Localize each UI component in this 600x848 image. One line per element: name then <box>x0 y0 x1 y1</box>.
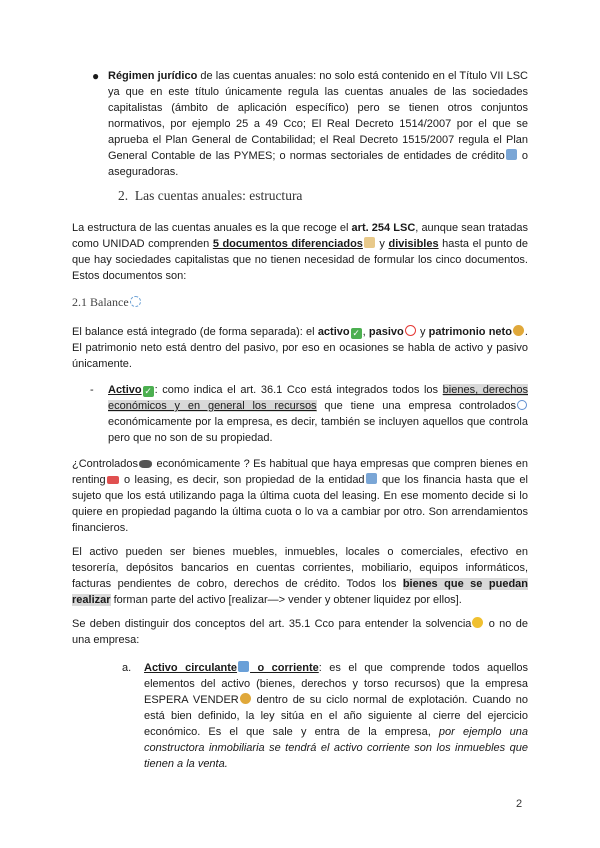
page-number: 2 <box>516 798 523 810</box>
item-letter: a. <box>122 662 132 674</box>
car-icon <box>107 476 119 484</box>
check-icon: ✓ <box>144 386 152 396</box>
para3-text-4: que los financia hasta que el sujeto que los está utilizando paga la última cuota del leasing. En ese momento decide si lo quiere en propiedad pagando la última cuota o lo va a cambiar por otro. Son arrendamientos financieros. <box>72 474 528 534</box>
documentos-diferenciados: 5 documentos diferenciados <box>212 238 363 250</box>
check-icon: ✓ <box>352 328 360 338</box>
para3-text-3: o leasing, es decir, son propiedad de la entidad <box>119 474 365 486</box>
paragraph-solvencia <box>72 616 528 648</box>
section-2-heading <box>118 188 574 204</box>
section-number: 2. <box>118 188 129 203</box>
section-2-1-heading <box>72 294 528 310</box>
para1-text-2: , aunque sean tratadas como UNIDAD comprenden <box>72 222 528 250</box>
bank-icon <box>506 149 517 160</box>
no-entry-icon <box>405 325 416 336</box>
paragraph-estructura <box>72 220 528 284</box>
para2-text-2: . El patrimonio neto está dentro del pasivo, por eso en ocasiones se habla de activo y pasivo únicamente. <box>72 326 528 370</box>
bank-icon <box>366 473 377 484</box>
money-face-icon <box>472 617 483 628</box>
money-bag-icon <box>513 325 524 336</box>
bullet-regimen-juridico <box>92 68 528 180</box>
para3-text-2: económicamente ? Es habitual que haya empresas que compren bienes en renting <box>72 458 528 486</box>
magnifier-icon <box>517 400 527 410</box>
para5-text: Se deben distinguir dos conceptos del art. 35.1 Cco para entender la solvencia <box>72 618 472 630</box>
paragraph-controlados <box>72 456 528 536</box>
divisibles: divisibles <box>388 238 439 250</box>
dash-marker: - <box>90 384 94 396</box>
section-title: Las cuentas anuales: estructura <box>134 188 303 203</box>
para3-text: ¿Controlados <box>72 458 139 470</box>
cycle-icon <box>238 661 249 672</box>
activo-circulante-term: Activo circulante <box>144 662 238 674</box>
dash-item-activo <box>90 382 528 446</box>
para4-text-2: forman parte del activo [realizar—> vender y obtener liquidez por ellos]. <box>110 594 462 606</box>
dash-text-2: que tiene una empresa controlados <box>316 400 516 412</box>
money-bag-icon <box>240 693 251 704</box>
para1-text: La estructura de las cuentas anuales es la que recoge el <box>72 222 352 234</box>
para4-text: El activo pueden ser bienes muebles, inmuebles, locales o comerciales, efectivo en tesorería, depósitos bancarios en cuentas corrientes, mobiliario, equipos informáticos, facturas pendientes de cobro, derechos de crédito. Todos los <box>72 546 528 590</box>
corriente-term: o corriente <box>250 662 319 674</box>
patrimonio-neto-term: patrimonio neto <box>428 326 512 338</box>
regimen-juridico-term: Régimen jurídico <box>108 70 198 82</box>
comma: , <box>362 326 369 338</box>
activo-heading: Activo <box>108 384 142 396</box>
art-254-lsc: art. 254 LSC <box>351 222 416 234</box>
section-2-1-title: 2.1 Balance <box>72 295 129 309</box>
dash-text: : como indica el art. 36.1 Cco está integrados todos los <box>154 384 443 396</box>
bienes-realizar: bienes que se puedan realizar <box>72 578 529 606</box>
paragraph-activo-bienes <box>72 544 528 608</box>
bullet-dot: ● <box>92 69 100 83</box>
bullet1-text-end: o aseguradoras. <box>108 150 528 178</box>
gear-icon <box>130 296 141 307</box>
scroll-icon <box>364 237 375 248</box>
pasivo-term: pasivo <box>368 326 404 338</box>
para5-text-2: o no de una empresa: <box>72 618 528 646</box>
para2-text: El balance está integrado (de forma separada): el <box>72 326 318 338</box>
bullet1-text: de las cuentas anuales: no solo está contenido en el Título VII LSC ya que en este título únicamente regula las cuentas anuales de las sociedades capitalistas (ámbito de aplicación específico) pero se tienen otros conjuntos normativos, por ejemplo 25 a 49 Cco; El Real Decreto 1514/2007 por el que se aprueba el Plan General de Contabilidad; el Real Decreto 1515/2007 regula el Plan General Contable de las PYMES; o normas sectoriales de entidades de crédito <box>108 70 528 162</box>
eyes-icon <box>139 460 152 468</box>
paragraph-balance <box>72 324 528 372</box>
item-a-text: : es el que comprende todos aquellos elementos del activo (bienes, derechos y torso recursos) que la empresa ESPERA VENDER <box>144 662 529 706</box>
activo-term: activo <box>317 326 350 338</box>
item-a-example: por ejemplo una constructora inmobiliaria se tendrá el activo corriente son los inmuebles que tienen a la venta. <box>144 726 528 770</box>
item-a-activo-circulante <box>122 660 529 772</box>
para1-text-4: hasta el punto de que hay sociedades capitalistas que no tienen necesidad de formular los cinco documentos. Estos documentos son: <box>72 238 528 282</box>
para1-text-3: y <box>375 238 389 250</box>
item-a-text-2: dentro de su ciclo normal de explotación. Cuando no está bien definido, la ley sitúa en el año siguiente al cierre del ejercicio económico. Es el que sale y entra de la empresa, <box>144 694 529 738</box>
dash-text-3: económicamente por la empresa, es decir, también se incluyen aquellos que controla pero que no son de su propiedad. <box>108 416 528 444</box>
conjunction: y <box>416 326 429 338</box>
highlighted-recursos: bienes, derechos económicos y en general los recursos <box>108 384 528 412</box>
